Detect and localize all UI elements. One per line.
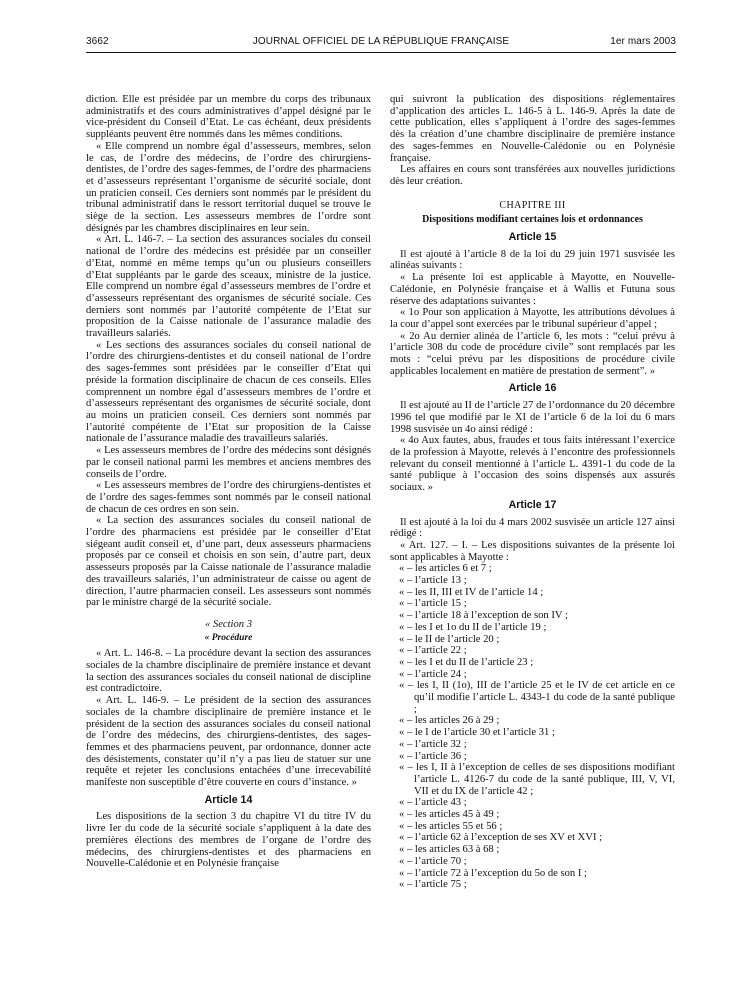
article-paragraph: « Art. L. 146-7. – La section des assurances sociales du conseil national de l’ordre des médecins est présidée par un conseiller d’Etat, nommé en même temps qu’un ou plusieurs conseillers d’Etat suppléants par le garde des sceaux, ministre de la justice. Elle comprend un nombre égal d’assesseurs membres de l’ordre et d’assesseurs représentant des organismes de sécurité sociale. Ces derniers sont nommés par l’autorité compétente de l’Etat sur proposition de la Caisse nationale de l’assurance maladie des travailleurs salariés. bbox=[86, 234, 371, 340]
paragraph: Il est ajouté au II de l’article 27 de l’ordonnance du 20 décembre 1996 tel que modifié par le XI de l’article 6 de la loi du 6 mars 1998 susvisée un 4o ainsi rédigé : bbox=[390, 400, 675, 435]
paragraph: « 2o Au dernier alinéa de l’article 6, les mots : “celui prévu à l’article 308 du code de procédure civile” sont remplacés par les mots : “celui prévu par les dispositions de procédure civile applicables localement en matière de prestation de serment”. » bbox=[390, 330, 675, 377]
paragraph: Il est ajouté à l’article 8 de la loi du 29 juin 1971 susvisée les alinéas suivants : bbox=[390, 248, 675, 272]
chapter-subtitle: Dispositions modifiant certaines lois et ordonnances bbox=[422, 214, 643, 226]
article-heading: Article 14 bbox=[204, 793, 253, 806]
paragraph: « Elle comprend un nombre égal d’assesseurs, membres, selon le cas, de l’ordre des médecins, de l’ordre des chirurgiens-dentistes, de l’ordre des sages-femmes, de l’ordre des pharmaciens et d’assesseurs représentant l’organisme de sécurité sociale, dont un praticien conseil. Ces derniers sont nommés par le président du tribunal administratif dans le ressort territorial duquel se trouve le siège de la section. Les assesseurs membres de l’ordre sont désignés par les chambres disciplinaires en leur sein. bbox=[86, 140, 371, 234]
paragraph: Il est ajouté à la loi du 4 mars 2002 susvisée un article 127 ainsi rédigé : bbox=[390, 516, 675, 540]
list-item: « – l’article 13 ; bbox=[399, 575, 467, 587]
article-heading: Article 17 bbox=[508, 498, 557, 511]
paragraph: Les dispositions de la section 3 du chapitre VI du titre IV du livre Ier du code de la sécurité sociale s’appliquent à la date des premières élections des membres de l’organe de l’ordre des médecins, des chirurgiens-dentistes et des pharmaciens en Nouvelle-Calédonie et en Polynésie française bbox=[86, 811, 371, 870]
list-item: « – l’article 18 à l’exception de son IV ; bbox=[399, 610, 568, 622]
list-item: « – l’article 22 ; bbox=[399, 645, 467, 657]
list-item: « – les I et du II de l’article 23 ; bbox=[399, 656, 534, 668]
list-item: « – les I, II (1o), III de l’article 25 et le IV de cet article en ce qu’il modifie l’article L. 4343-1 du code de la santé publique ; bbox=[399, 680, 675, 715]
list-item: « – les articles 63 à 68 ; bbox=[399, 844, 500, 856]
article-paragraph: « Art. 127. – I. – Les dispositions suivantes de la présente loi sont applicables à Mayotte : bbox=[390, 539, 675, 563]
paragraph: « Les assesseurs membres de l’ordre des médecins sont désignés par le conseil national parmi les membres et anciens membres des conseils de l’ordre. bbox=[86, 445, 371, 480]
list-item: « – les articles 45 à 49 ; bbox=[399, 809, 500, 821]
list-item: « – le I de l’article 30 et l’article 31 ; bbox=[399, 727, 555, 739]
paragraph: « 4o Aux fautes, abus, fraudes et tous faits intéressant l’exercice de la profession à Mayotte, relevés à l’encontre des professionnels relevant du conseil mentionné à l’article L. 4391-1 du code de la santé publique à l’occasion des soins dispensés aux assurés sociaux. » bbox=[390, 435, 675, 494]
list-item: « – les I et 1o du II de l’article 19 ; bbox=[399, 621, 547, 633]
journal-title: JOURNAL OFFICIEL DE LA RÉPUBLIQUE FRANÇAISE bbox=[252, 36, 510, 47]
list-item: « – l’article 15 ; bbox=[399, 598, 467, 610]
list-item: « – l’article 70 ; bbox=[399, 855, 467, 867]
section-subtitle: « Procédure bbox=[204, 632, 253, 643]
paragraph: Les affaires en cours sont transférées aux nouvelles juridictions dès leur création. bbox=[390, 164, 675, 187]
list-item: « – les articles 6 et 7 ; bbox=[399, 563, 492, 575]
list-item: « – les articles 26 à 29 ; bbox=[399, 715, 500, 727]
list-item: « – les II, III et IV de l’article 14 ; bbox=[399, 586, 544, 598]
page-number: 3662 bbox=[86, 36, 109, 47]
article-heading: Article 16 bbox=[508, 382, 557, 395]
right-column bbox=[390, 94, 675, 891]
article-heading: Article 15 bbox=[508, 231, 557, 244]
section-title: « Section 3 bbox=[204, 618, 253, 630]
paragraph: « 1o Pour son application à Mayotte, les attributions dévolues à la cour d’appel sont exercées par le tribunal supérieur d’appel ; bbox=[390, 307, 675, 330]
paragraph: « La section des assurances sociales du conseil national de l’ordre des pharmaciens est présidée par le conseiller d’Etat siégeant audit conseil et, d’une part, deux assesseurs pharmaciens proposés par ce conseil et choisis en son sein, d’autre part, deux assesseurs proposés par la Caisse nationale de l’assurance maladie des travailleurs salariés, l’un administrateur de caisse ou agent de direction, l’autre pharmacien conseil. Les assesseurs sont nommés par le ministre chargé de la sécurité sociale. bbox=[86, 515, 371, 609]
list-item: « – l’article 36 ; bbox=[399, 750, 467, 762]
paragraph: « La présente loi est applicable à Mayotte, en Nouvelle-Calédonie, en Polynésie française et à Wallis et Futuna sous réserve des adaptations suivantes : bbox=[390, 272, 675, 307]
left-column bbox=[86, 94, 371, 870]
publication-date: 1er mars 2003 bbox=[610, 36, 676, 47]
list-item: « – les I, II à l’exception de celles de ses dispositions modifiant l’article L. 4126-7 du code de la santé publique, III, V, VI, VII et du IX de l’article 42 ; bbox=[399, 762, 675, 797]
list-item: « – l’article 75 ; bbox=[399, 879, 467, 891]
chapter-title: CHAPITRE III bbox=[499, 199, 566, 211]
paragraph: « Les assesseurs membres de l’ordre des chirurgiens-dentistes et de l’ordre des sages-femmes sont nommés par le conseil national de chacun de ces ordres en son sein. bbox=[86, 480, 371, 515]
article-paragraph: « Art. L. 146-9. – Le président de la section des assurances sociales de la chambre disciplinaire de première instance et le président de la section des assurances sociales du conseil national de l’ordre des médecins, des chirurgiens-dentistes, des sages-femmes et des pharmaciens peuvent, par ordonnance, donner acte des désistements, constater qu’il n’y a pas lieu de statuer sur une requête et rejeter les conclusions entachées d’une irrecevabilité manifeste non susceptible d’être couverte en cours d’instance. » bbox=[86, 695, 371, 789]
list-item: « – le II de l’article 20 ; bbox=[399, 633, 500, 645]
provision-list bbox=[390, 563, 675, 891]
paragraph: qui suivront la publication des dispositions réglementaires d’application des articles L. 146-5 à L. 146-9. Après la date de cette publication, elles s’appliquent à l’ordre des sages-femmes dès la création d’une chambre disciplinaire de première instance des sages-femmes en Nouvelle-Calédonie ou en Polynésie française. bbox=[390, 94, 675, 164]
paragraph: « Les sections des assurances sociales du conseil national de l’ordre des chirurgiens-dentistes et du conseil national de l’ordre des sages-femmes sont présidées par le conseiller d’Etat qui préside la formation disciplinaire de chacun de ces conseils. Elles comprennent un nombre égal d’assesseurs membres de l’ordre et d’assesseurs représentant des organismes de sécurité sociale, dont au moins un praticien conseil. Ces derniers sont nommés par l’autorité compétente de l’Etat sur proposition de la Caisse nationale de l’assurance maladie des travailleurs salariés. bbox=[86, 339, 371, 445]
list-item: « – l’article 72 à l’exception du 5o de son I ; bbox=[399, 867, 587, 879]
page-header bbox=[86, 36, 676, 52]
list-item: « – les articles 55 et 56 ; bbox=[399, 820, 503, 832]
list-item: « – l’article 24 ; bbox=[399, 668, 467, 680]
list-item: « – l’article 43 ; bbox=[399, 797, 467, 809]
list-item: « – l’article 62 à l’exception de ses XV et XVI ; bbox=[399, 832, 603, 844]
header-rule bbox=[86, 52, 676, 53]
article-paragraph: « Art. L. 146-8. – La procédure devant la section des assurances sociales de la chambre disciplinaire de première instance et devant la section des assurances sociales du conseil national de discipline est contradictoire. bbox=[86, 648, 371, 695]
paragraph: diction. Elle est présidée par un membre du corps des tribunaux administratifs et des cours administratives d’appel désigné par le vice-président du Conseil d’Etat. Le cas échéant, deux présidents suppléants peuvent être nommés dans les mêmes conditions. bbox=[86, 94, 371, 141]
list-item: « – l’article 32 ; bbox=[399, 738, 467, 750]
